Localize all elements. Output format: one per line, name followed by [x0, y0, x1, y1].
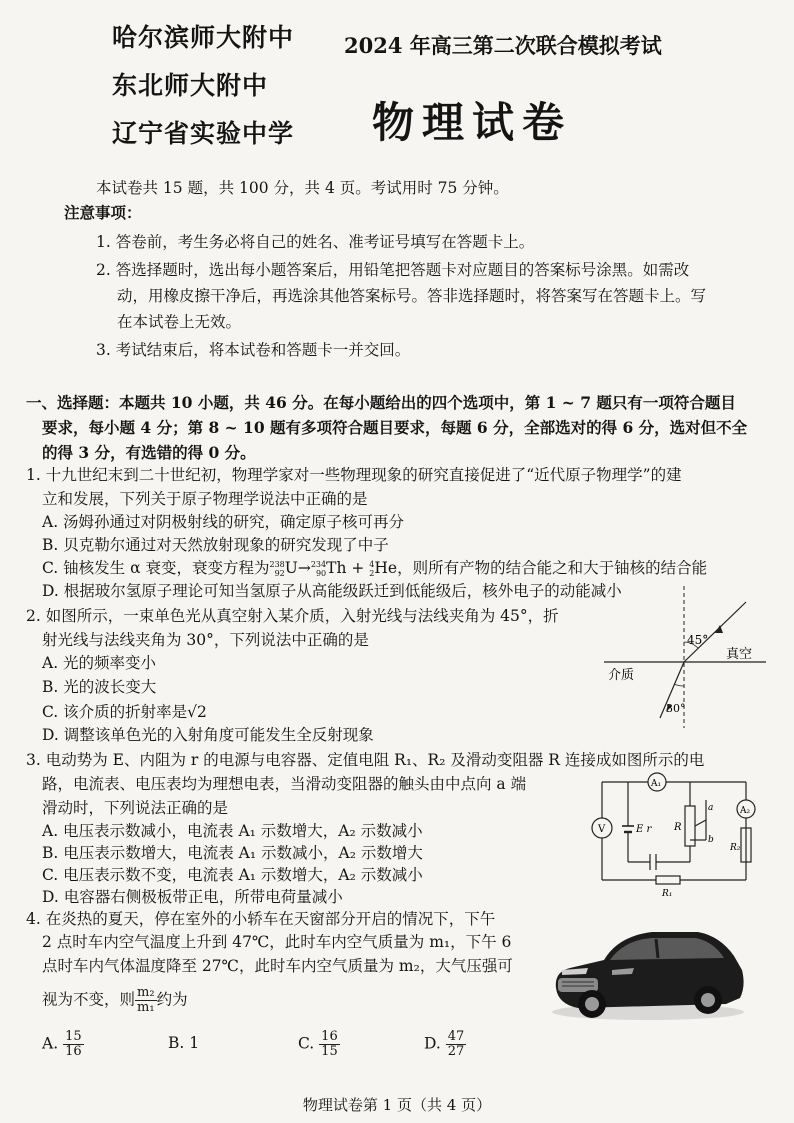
mass-ratio-denominator: m₁ [137, 1000, 155, 1015]
school-name-1: 哈尔滨师大附中 [112, 23, 295, 52]
rheostat-label: R [674, 822, 682, 833]
mass-ratio-fraction [135, 986, 157, 1015]
school-name-2: 东北师大附中 [112, 71, 269, 100]
incident-angle-label: 45° [687, 633, 709, 647]
terminal-a-label: a [708, 803, 714, 813]
q3-option-d: D. 电容器右侧极板带正电，所带电荷量减小 [42, 888, 343, 906]
q4-stem-line-2: 2 点时车内空气温度上升到 47℃，此时车内空气质量为 m₁，下午 6 [42, 933, 512, 951]
q3-stem-line-2: 路，电流表、电压表均为理想电表，当滑动变阻器的触头由中点向 a 端 [42, 775, 527, 793]
school-name-3: 辽宁省实验中学 [112, 119, 295, 148]
refracted-angle-label: 30° [666, 702, 686, 715]
car-illustration [548, 912, 748, 1024]
notice-item-2-line-1: 2. 答选择题时，选出每小题答案后，用铅笔把答题卡对应题目的答案标号涂黑。如需改 [96, 261, 690, 279]
q4-option-a-label: A. [42, 1034, 59, 1053]
q1-option-a: A. 汤姆孙通过对阴极射线的研究，确定原子核可再分 [42, 513, 405, 531]
helium-symbol: He [374, 559, 398, 577]
terminal-b-label: b [708, 835, 714, 845]
q1-option-c-prefix: C. 铀核发生 α 衰变，衰变方程为 [42, 559, 270, 577]
q4-option-d-label: D. [424, 1034, 441, 1053]
q1-option-c-suffix: ，则所有产物的结合能之和大于铀核的结合能 [397, 559, 708, 577]
notice-heading: 注意事项： [64, 203, 142, 222]
circuit-diagram [582, 770, 772, 900]
intro-text: 本试卷共 15 题，共 100 分，共 4 页。考试用时 75 分钟。 [96, 179, 509, 197]
q4-option-d-numerator: 47 [447, 1029, 465, 1044]
q3-option-a: A. 电压表示数减小，电流表 A₁ 示数增大，A₂ 示数减小 [42, 822, 423, 840]
q1-stem-line-2: 立和发展，下列关于原子物理学说法中正确的是 [42, 490, 368, 508]
q1-stem-line-1: 1. 十九世纪末到二十世纪初，物理学家对一些物理现象的研究直接促进了“近代原子物理学”的建 [26, 466, 682, 484]
q2-stem-line-1: 2. 如图所示，一束单色光从真空射入某介质，入射光线与法线夹角为 45°，折 [26, 607, 559, 625]
q4-stem-line-1: 4. 在炎热的夏天，停在室外的小轿车在天窗部分开启的情况下，下午 [26, 910, 496, 928]
thorium-symbol: Th [326, 559, 347, 577]
r1-label: R₁ [662, 889, 673, 899]
section-heading-line-2: 要求，每小题 4 分；第 8 ~ 10 题有多项符合题目要求，每题 6 分，全部选对的得 6 分，选对但不全 [42, 418, 748, 437]
q3-option-b: B. 电压表示数增大，电流表 A₁ 示数减小，A₂ 示数增大 [42, 844, 423, 862]
q4-option-a [42, 1030, 84, 1059]
q2-option-c: C. 该介质的折射率是√2 [42, 703, 207, 721]
refraction-diagram [600, 582, 770, 732]
q4-stem-prefix: 视为不变，则 [42, 990, 136, 1009]
r2-label: R₂ [730, 843, 741, 853]
q2-option-a: A. 光的频率变小 [42, 654, 157, 672]
notice-item-2-line-2: 动，用橡皮擦干净后，再选涂其他答案标号。答非选择题时，将答案写在答题卡上。写 [117, 287, 707, 305]
q3-stem-line-3: 滑动时，下列说法正确的是 [42, 799, 229, 817]
notice-item-2-line-3: 在本试卷上无效。 [117, 313, 242, 331]
q4-option-d [424, 1030, 466, 1059]
th-mass-number: 234 [310, 560, 327, 569]
exam-subtitle: 2024 年高三第二次联合模拟考试 [344, 33, 662, 58]
q4-stem-line-3: 点时车内气体温度降至 27℃，此时车内空气质量为 m₂，大气压强可 [42, 957, 513, 975]
q4-option-c-denominator: 15 [321, 1044, 338, 1059]
ammeter-a2-label: A₂ [740, 806, 751, 816]
u-mass-number: 238 [269, 560, 285, 569]
q2-option-b: B. 光的波长变大 [42, 678, 157, 696]
q1-option-c: C. 铀核发生 α 衰变，衰变方程为 238 92 U→ 234 90 Th + 4 2 He，则所有产物的结合能之和大于铀核的结合能 [42, 559, 708, 578]
uranium-symbol: U [284, 559, 298, 577]
ammeter-a1-label: A₁ [651, 779, 662, 789]
q4-option-a-denominator: 16 [65, 1044, 82, 1059]
q2-option-d: D. 调整该单色光的入射角度可能发生全反射现象 [42, 726, 374, 744]
section-heading-line-3: 的得 3 分，有选错的得 0 分。 [42, 443, 256, 462]
u-atomic-number: 92 [274, 569, 285, 578]
he-atomic-number: 2 [369, 569, 375, 578]
voltmeter-label: V [598, 824, 606, 835]
q3-stem-line-1: 3. 电动势为 E、内阻为 r 的电源与电容器、定值电阻 R₁、R₂ 及滑动变阻器 R 连接成如图所示的电 [26, 751, 705, 769]
q1-option-b: B. 贝克勒尔通过对天然放射现象的研究发现了中子 [42, 536, 389, 554]
q4-option-a-numerator: 15 [65, 1029, 82, 1044]
vacuum-label: 真空 [726, 647, 753, 662]
q2-stem-line-2: 射光线与法线夹角为 30°，下列说法中正确的是 [42, 631, 369, 649]
q4-option-b: B. 1 [168, 1034, 200, 1052]
q4-option-c [298, 1030, 340, 1059]
q4-option-d-denominator: 27 [447, 1044, 465, 1059]
q4-option-c-label: C. [298, 1034, 315, 1053]
source-label: E r [636, 824, 652, 835]
mass-ratio-numerator: m₂ [137, 985, 155, 1000]
refracted-angle-arc [674, 684, 684, 686]
medium-label: 介质 [608, 668, 635, 683]
exam-title: 物理试卷 [372, 98, 573, 147]
page-footer: 物理试卷第 1 页（共 4 页） [302, 1096, 492, 1114]
notice-item-3: 3. 考试结束后，将本试卷和答题卡一并交回。 [96, 341, 411, 359]
q4-stem-line-4 [42, 986, 188, 1015]
q3-option-c: C. 电压表示数不变，电流表 A₁ 示数增大，A₂ 示数减小 [42, 866, 423, 884]
notice-item-1: 1. 答卷前，考生务必将自己的姓名、准考证号填写在答题卡上。 [96, 233, 535, 251]
q4-stem-suffix: 约为 [156, 990, 188, 1009]
he-mass-number: 4 [369, 560, 375, 569]
section-heading-line-1: 一、选择题：本题共 10 小题，共 46 分。在每小题给出的四个选项中，第 1 ~ 7 题只有一项符合题目 [26, 393, 736, 412]
q4-option-c-numerator: 16 [321, 1029, 338, 1044]
th-atomic-number: 90 [315, 569, 327, 578]
q1-option-d: D. 根据玻尔氢原子理论可知当氢原子从高能级跃迁到低能级后，核外电子的动能减小 [42, 582, 622, 600]
